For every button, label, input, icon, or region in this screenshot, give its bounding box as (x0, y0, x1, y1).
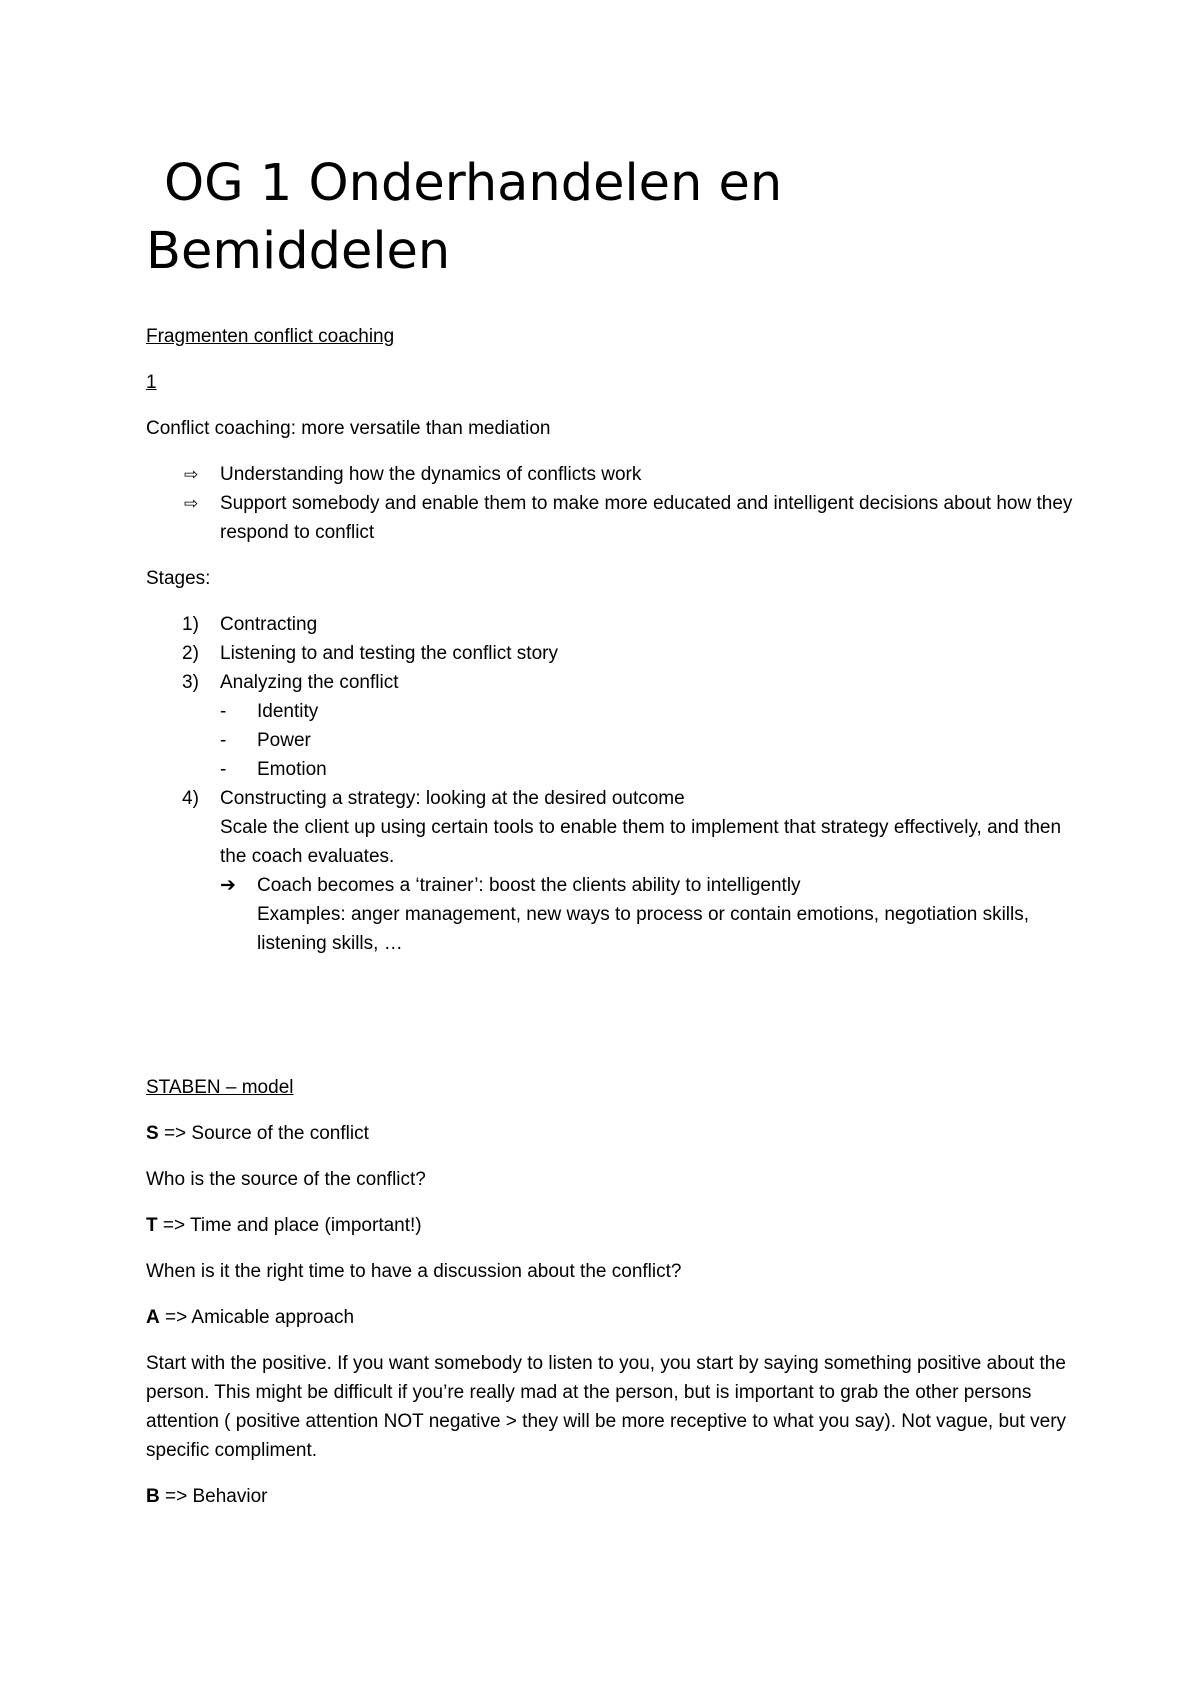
intro-point: ⇨ Understanding how the dynamics of conflicts work (146, 460, 1076, 489)
stage-item: 3) Analyzing the conflict - Identity - Power - Emotion (146, 668, 1076, 784)
dash-marker: - (220, 701, 227, 722)
staben-a-detail: Start with the positive. If you want somebody to listen to you, you start by saying something positive about the person. This might be difficult if you’re really mad at the person, but is important to grab the other persons attention ( positive attention NOT negative > they will be more receptive to what you say). Not vague, but very specific compliment. (146, 1353, 1067, 1461)
staben-b: B => Behavior (146, 1486, 268, 1507)
title-line-2: Bemiddelen (146, 222, 451, 281)
spacer (146, 975, 1076, 1073)
stage-number: 3) (182, 672, 199, 693)
stages-list (146, 610, 1076, 958)
dash-marker: - (220, 759, 227, 780)
intro-line: Conflict coaching: more versatile than mediation (146, 418, 551, 439)
dash-marker: - (220, 730, 227, 751)
staben-s: S => Source of the conflict (146, 1123, 369, 1144)
stage-3-subitems (220, 697, 1076, 784)
staben-t: T => Time and place (important!) (146, 1215, 422, 1236)
intro-point: ⇨ Support somebody and enable them to make more educated and intelligent decisions about how they respond to conflict (146, 489, 1076, 547)
dash-item: - Emotion (220, 755, 1076, 784)
document-title (146, 150, 1076, 286)
hollow-arrow-icon: ⇨ (184, 465, 199, 484)
subtitle: Fragmenten conflict coaching (146, 326, 395, 347)
stage-4-detail: Scale the client up using certain tools to enable them to implement that strategy effectively, and then the coach evaluates. (220, 817, 1062, 867)
stage-number: 2) (182, 643, 199, 664)
fragment-number: 1 (146, 372, 157, 393)
dash-item: - Identity (220, 697, 1076, 726)
staben-s-detail: Who is the source of the conflict? (146, 1169, 426, 1190)
stages-label: Stages: (146, 568, 211, 589)
document-page (146, 150, 1076, 1528)
staben-t-detail: When is it the right time to have a discussion about the conflict? (146, 1261, 682, 1282)
title-line-1: OG 1 Onderhandelen en (164, 154, 783, 213)
stage-item: 4) Constructing a strategy: looking at the desired outcome Scale the client up using certain tools to enable them to implement that strategy effectively, and then the coach evaluates. ➔ Coach becomes a ‘trainer’: boost the clients ability to intelligently Examples: anger management, new ways to process or contain emotions, negotiation skills, listening skills, … (146, 784, 1076, 958)
hollow-arrow-icon: ⇨ (184, 494, 199, 513)
staben-a: A => Amicable approach (146, 1307, 355, 1328)
intro-points (146, 460, 1076, 547)
stage-item: 2) Listening to and testing the conflict story (146, 639, 1076, 668)
staben-heading: STABEN – model (146, 1077, 294, 1098)
stage-item: 1) Contracting (146, 610, 1076, 639)
bold-arrow-icon: ➔ (220, 875, 236, 896)
stage-number: 4) (182, 788, 199, 809)
dash-item: - Power (220, 726, 1076, 755)
stage-number: 1) (182, 614, 199, 635)
stage-4-arrow-point: ➔ Coach becomes a ‘trainer’: boost the clients ability to intelligently Examples: anger management, new ways to process or contain emotions, negotiation skills, listening skills, … (220, 871, 1076, 958)
